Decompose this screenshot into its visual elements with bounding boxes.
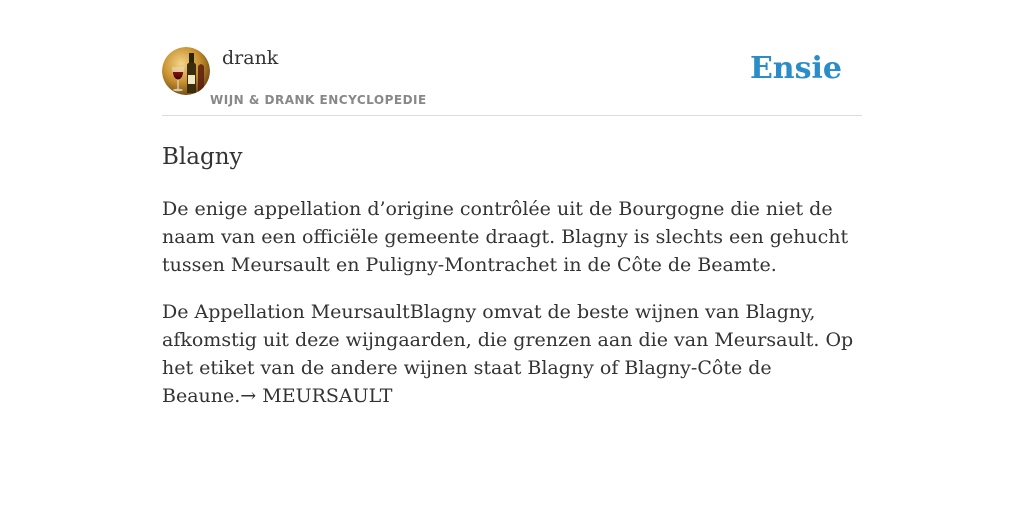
brand-logo[interactable]: Ensie: [749, 51, 842, 86]
site-tagline: WIJN & DRANK ENCYCLOPEDIE: [210, 93, 427, 107]
entry-paragraph: De enige appellation d’origine contrôlée uit de Bourgogne die niet de naam van een officiële gemeente draagt. Blagny is slechts een gehucht tussen Meursault en Puligny-Montrachet in de Côte de Beamte.: [162, 198, 849, 276]
entry-paragraph: De Appellation MeursaultBlagny omvat de beste wijnen van Blagny, afkomstig uit deze wijngaarden, die grenzen aan die van Meursault. Op het etiket van de andere wijnen staat Blagny of Blagny-Côte de Beaune.→ MEURSAULT: [162, 301, 854, 407]
entry-title: Blagny: [162, 144, 243, 170]
page-container: [162, 0, 862, 410]
site-header: [162, 0, 862, 116]
wine-bottle-glass-icon[interactable]: [162, 47, 210, 95]
site-name[interactable]: drank: [222, 47, 279, 69]
